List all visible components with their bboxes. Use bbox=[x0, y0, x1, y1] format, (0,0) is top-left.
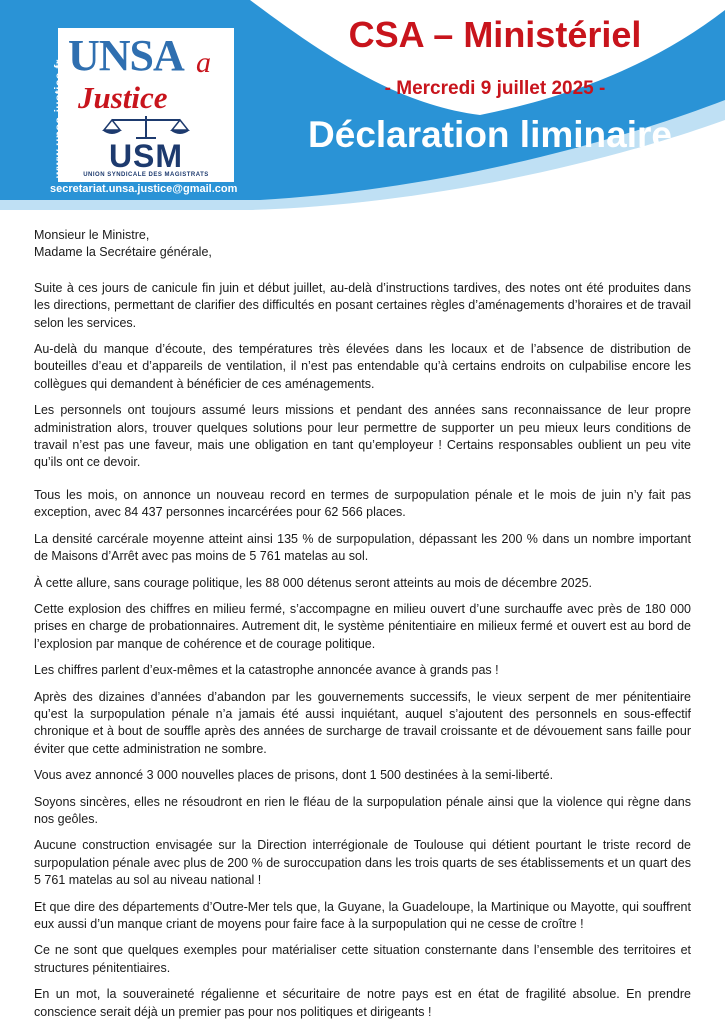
paragraph: La densité carcérale moyenne atteint ainsi 135 % de surpopulation, dépassant les 200 % dans un nombre important de Maisons d’Arrêt avec pas moins de 5 761 matelas au sol. bbox=[34, 531, 691, 564]
salutation-line-1: Monsieur le Ministre, bbox=[34, 228, 150, 242]
scales-of-justice-icon bbox=[98, 114, 194, 140]
paragraph: Après des dizaines d’années d’abandon par les gouvernements successifs, le vieux serpent de mer pénitentiaire qu’est la surpopulation pénale n’a jamais été aussi inquiétant, auquel s’ajoutent des personnels en sous-effectif chronique et à bout de souffle après des années de surcharge de travail croissante et de dévouement sans faille pour éviter que cette administration ne sombre. bbox=[34, 689, 691, 756]
paragraph: Vous avez annoncé 3 000 nouvelles places de prisons, dont 1 500 destinées à la semi-liberté. bbox=[34, 768, 554, 783]
header-banner bbox=[0, 0, 725, 210]
paragraph: Tous les mois, on annonce un nouveau record en termes de surpopulation pénale et le mois de juin n’y fait pas exception, avec 84 437 personnes incarcérées pour 62 566 places. bbox=[34, 487, 691, 520]
logo-usm-text: USM bbox=[108, 138, 184, 174]
date-line: - Mercredi 9 juillet 2025 - bbox=[384, 78, 606, 99]
spacer bbox=[34, 262, 691, 280]
logo-unsa-text: UNSA bbox=[68, 31, 184, 80]
logo-a-glyph: a bbox=[196, 46, 211, 79]
page-title: CSA – Ministériel bbox=[348, 14, 642, 55]
contact-email: secretariat.unsa.justice@gmail.com bbox=[50, 183, 238, 195]
logo-usm-subtitle: UNION SYNDICALE DES MAGISTRATS bbox=[83, 172, 209, 178]
paragraph: Aucune construction envisagée sur la Direction interrégionale de Toulouse qui détient pourtant le triste record de surpopulation pénale avec plus de 200 % de suroccupation dans les trois quarts de ses établissements et un quart des 5 761 matelas au sol au niveau national ! bbox=[34, 838, 691, 888]
website-url: www.unsa-justice.fr bbox=[52, 59, 66, 178]
salutation-line-2: Madame la Secrétaire générale, bbox=[34, 245, 212, 260]
letter-body bbox=[34, 227, 691, 1030]
paragraph: Soyons sincères, elles ne résoudront en rien le fléau de la surpopulation pénale ainsi que la violence qui règne dans nos geôles. bbox=[34, 794, 691, 826]
paragraph: Suite à ces jours de canicule fin juin et début juillet, au-delà d’instructions tardives, des notes ont été produites dans les directions, permettant de clarifier des difficultés en posant certaines règles d’aménagements d’horaires et de travail selon les services. bbox=[34, 280, 691, 330]
paragraph: Ce ne sont que quelques exemples pour matérialiser cette situation consternante dans l’ensemble des territoires et structures pénitentiaires. bbox=[34, 943, 691, 975]
paragraph: Cette explosion des chiffres en milieu fermé, s’accompagne en milieu ouvert d’une surchauffe avec près de 180 000 prises en charge de probationnaires. Autrement dit, le système pénitentiaire en milieux fermé et ouvert est au bord de l’explosion par manque de cohérence et de courage politique. bbox=[34, 601, 691, 651]
paragraph: Et que dire des départements d’Outre-Mer tels que, la Guyane, la Guadeloupe, la Martinique ou Mayotte, qui souffrent eux aussi d’un manque criant de moyens pour faire face à la surpopulation qui ne cesse de croître ! bbox=[34, 899, 691, 931]
page-subtitle: Déclaration liminaire bbox=[308, 114, 672, 155]
logo-justice-text: Justice bbox=[78, 80, 168, 115]
paragraph: En un mot, la souveraineté régalienne et sécuritaire de notre pays est en état de fragilité absolue. En prendre conscience serait déjà un premier pas pour nos politiques et dirigeants ! bbox=[34, 987, 691, 1019]
paragraph: Les chiffres parlent d’eux-mêmes et la catastrophe annoncée avance à grands pas ! bbox=[34, 663, 499, 678]
paragraph: Au-delà du manque d’écoute, des températures très élevées dans les locaux et de l’absence de distribution de bouteilles d’eau et d’appareils de ventilation, il n’est pas entendable qu’à certains endroits on culpabilise encore les collègues qui demandent à bénéficier de ces aménagements. bbox=[34, 342, 691, 391]
paragraph: À cette allure, sans courage politique, les 88 000 détenus seront atteints au mois de décembre 2025. bbox=[34, 575, 592, 590]
paragraph: Les personnels ont toujours assumé leurs missions et pendant des années sans reconnaissance de leur propre administration alors, trouver quelques solutions pour leur permettre de supporter un peu mieux leurs conditions de travail n’est pas une faveur, mais une obligation en tant qu’employeur ! Certains responsables oublient un peu vite qu’ils ont ce devoir. bbox=[34, 403, 691, 470]
union-logo bbox=[58, 28, 234, 182]
